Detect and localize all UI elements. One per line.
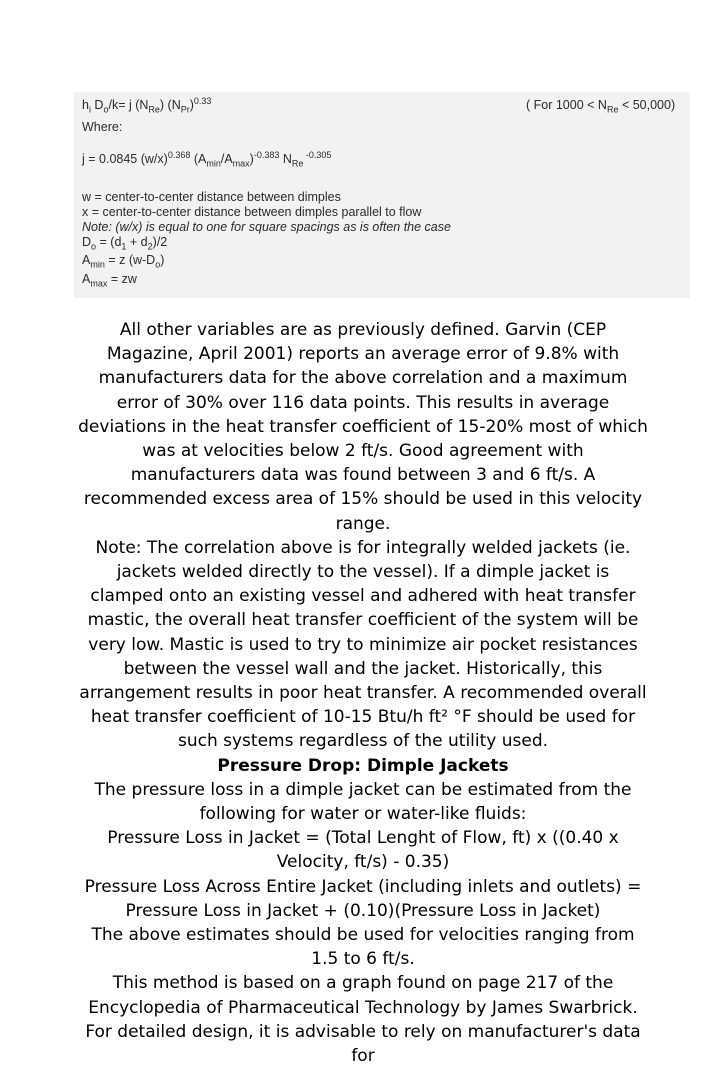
paragraph-velocity-range: The above estimates should be used for velocities ranging from 1.5 to 6 ft/s.: [91, 925, 635, 970]
paragraph-source: This method is based on a graph found on page 217 of the Encyclopedia of Pharmaceutical Technology by James Swarbrick.: [88, 973, 638, 1018]
equation-image: [74, 92, 690, 298]
equation-note: Note: (w/x) is equal to one for square spacings as is often the case: [82, 220, 451, 234]
paragraph-pressure-formula: Pressure Loss in Jacket = (Total Lenght of Flow, ft) x ((0.40 x Velocity, ft/s) - 0.35): [107, 828, 619, 873]
definition-w: w = center-to-center distance between dimples: [82, 190, 341, 204]
paragraph-welded-note: Note: The correlation above is for integrally welded jackets (ie. jackets welded directly to the vessel). If a dimple jacket is clamped onto an existing vessel and adhered with heat transfer mastic, the overall heat transfer coefficient of the system will be very low. Mastic is used to try to minimize air pocket resistances between the vessel wall and the jacket. Historically, this arrangement results in poor heat transfer. A recommended overall heat transfer coefficient of 10-15 Btu/h ft² °F should be used for such systems regardless of the utility used.: [79, 537, 647, 752]
paragraph-garvin-error: All other variables are as previously defined. Garvin (CEP Magazine, April 2001) reports an average error of 9.8% with manufacturers data for the above correlation and a maximum error of 30% over 116 data points. This results in average deviations in the heat transfer coefficient of 15-20% most of which was at velocities below 2 ft/s. Good agreement with manufacturers data was found between 3 and 6 ft/s. A recommended excess area of 15% should be used in this velocity range.: [78, 320, 648, 534]
body-text: [78, 318, 648, 1068]
definition-amax: $A_{max}$ = zw: [82, 272, 137, 289]
section-heading: Pressure Drop: Dimple Jackets: [217, 755, 509, 776]
equation-heat-transfer: $h_i$ $D_o/k= j$ $(N_{Re})$ $(N_{Pr})^{0.33}$: [82, 95, 212, 115]
paragraph-detailed-design: For detailed design, it is advisable to rely on manufacturer's data for: [85, 1021, 641, 1067]
equation-range: ( For $1000 < N_{Re} < 50,000$): [526, 98, 676, 115]
equation-j-factor: j = 0.0845 $(w/x)^{0.368}$ $(A_{min}/A_{max})^{-0.383}$ $N_{Re}$ $^{-0.305}$: [82, 149, 332, 169]
paragraph-entire-jacket-formula: Pressure Loss Across Entire Jacket (including inlets and outlets) = Pressure Loss in Jacket + (0.10)(Pressure Loss in Jacket): [84, 876, 642, 921]
where-label: Where:: [82, 120, 123, 134]
paragraph-pressure-intro: The pressure loss in a dimple jacket can be estimated from the following for water or water-like fluids:: [94, 779, 632, 825]
definition-do: $D_o = (d_1 + d_2)/2$: [82, 235, 168, 252]
definition-x: x = center-to-center distance between dimples parallel to flow: [82, 205, 422, 219]
definition-amin: $A_{min} = z$ $(w-D_o)$: [82, 253, 165, 270]
